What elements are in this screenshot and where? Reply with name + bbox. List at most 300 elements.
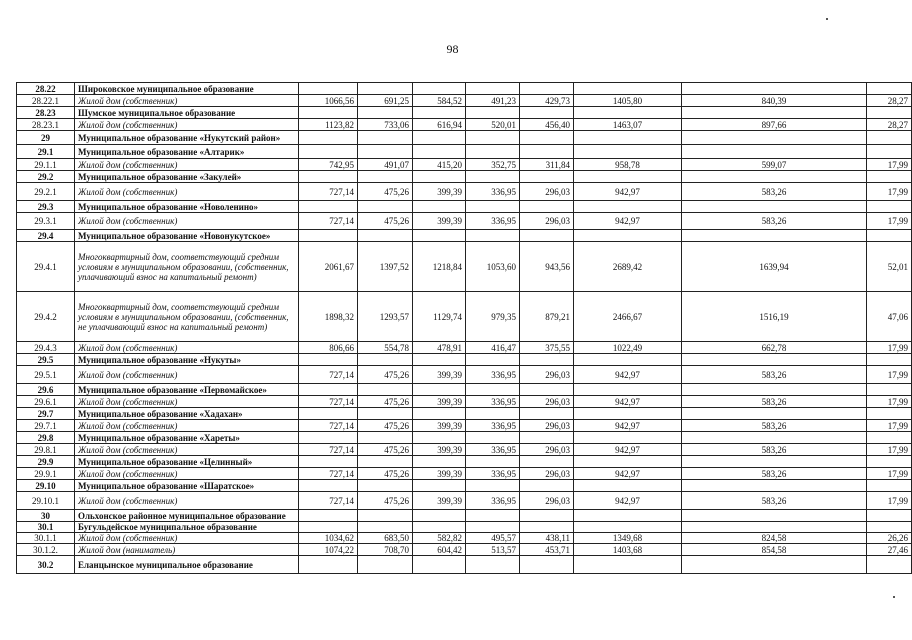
row-code: 29.3 — [17, 201, 75, 213]
value-cell: 475,26 — [358, 492, 413, 510]
value-cell: 1349,68 — [574, 533, 682, 544]
value-cell: 742,95 — [299, 159, 358, 171]
scan-speck — [893, 596, 895, 598]
empty-cell — [520, 145, 574, 159]
empty-cell — [358, 510, 413, 522]
value-cell: 942,97 — [574, 444, 682, 456]
value-cell: 513,57 — [466, 544, 520, 556]
value-cell: 1463,07 — [574, 119, 682, 131]
scan-speck — [826, 18, 828, 20]
empty-cell — [867, 131, 912, 145]
empty-cell — [358, 384, 413, 396]
value-cell: 296,03 — [520, 492, 574, 510]
value-cell: 1053,60 — [466, 242, 520, 292]
empty-cell — [299, 201, 358, 213]
empty-cell — [520, 510, 574, 522]
tariff-table — [16, 82, 912, 574]
row-code: 29.7 — [17, 408, 75, 420]
section-title: Муниципальное образование «Хадахан» — [75, 408, 299, 420]
empty-cell — [520, 408, 574, 420]
value-cell: 1639,94 — [682, 242, 867, 292]
section-row — [17, 171, 912, 183]
value-cell: 475,26 — [358, 183, 413, 201]
row-code: 29.4 — [17, 230, 75, 242]
value-cell: 399,39 — [413, 468, 466, 480]
section-row — [17, 107, 912, 119]
row-code: 29 — [17, 131, 75, 145]
row-code: 30.1 — [17, 522, 75, 533]
empty-cell — [682, 432, 867, 444]
empty-cell — [520, 230, 574, 242]
section-row — [17, 522, 912, 533]
housing-type-cell: Жилой дом (собственник) — [75, 492, 299, 510]
table-row — [17, 95, 912, 107]
value-cell: 727,14 — [299, 492, 358, 510]
empty-cell — [466, 201, 520, 213]
row-code: 28.23.1 — [17, 119, 75, 131]
empty-cell — [682, 556, 867, 574]
row-code: 28.22 — [17, 83, 75, 95]
empty-cell — [682, 510, 867, 522]
empty-cell — [520, 107, 574, 119]
value-cell: 311,84 — [520, 159, 574, 171]
section-row — [17, 456, 912, 468]
section-title: Еланцынское муниципальное образование — [75, 556, 299, 574]
empty-cell — [520, 83, 574, 95]
housing-type-cell: Жилой дом (собственник) — [75, 533, 299, 544]
value-cell: 47,06 — [867, 292, 912, 342]
empty-cell — [413, 230, 466, 242]
empty-cell — [682, 131, 867, 145]
empty-cell — [466, 354, 520, 366]
empty-cell — [867, 432, 912, 444]
value-cell: 840,39 — [682, 95, 867, 107]
empty-cell — [299, 171, 358, 183]
value-cell: 879,21 — [520, 292, 574, 342]
empty-cell — [358, 456, 413, 468]
row-code: 29.2.1 — [17, 183, 75, 201]
row-code: 29.10 — [17, 480, 75, 492]
empty-cell — [574, 201, 682, 213]
empty-cell — [299, 131, 358, 145]
value-cell: 336,95 — [466, 492, 520, 510]
section-title: Муниципальное образование «Закулей» — [75, 171, 299, 183]
empty-cell — [682, 83, 867, 95]
value-cell: 942,97 — [574, 420, 682, 432]
value-cell: 399,39 — [413, 444, 466, 456]
value-cell: 17,99 — [867, 396, 912, 408]
value-cell: 336,95 — [466, 444, 520, 456]
empty-cell — [358, 354, 413, 366]
value-cell: 296,03 — [520, 396, 574, 408]
section-row — [17, 432, 912, 444]
housing-type-cell: Жилой дом (собственник) — [75, 468, 299, 480]
table-row — [17, 159, 912, 171]
empty-cell — [520, 522, 574, 533]
empty-cell — [520, 556, 574, 574]
housing-type-cell: Жилой дом (собственник) — [75, 396, 299, 408]
empty-cell — [358, 408, 413, 420]
value-cell: 897,66 — [682, 119, 867, 131]
value-cell: 475,26 — [358, 213, 413, 230]
housing-type-cell: Многоквартирный дом, соответствующий средним условиям в муниципальном образовании, (собственник, уплачивающий взнос на капитальный ремонт) — [75, 242, 299, 292]
empty-cell — [299, 145, 358, 159]
value-cell: 1898,32 — [299, 292, 358, 342]
empty-cell — [413, 201, 466, 213]
empty-cell — [466, 107, 520, 119]
empty-cell — [574, 480, 682, 492]
value-cell: 475,26 — [358, 420, 413, 432]
empty-cell — [520, 456, 574, 468]
value-cell: 942,97 — [574, 213, 682, 230]
section-row — [17, 384, 912, 396]
value-cell: 1293,57 — [358, 292, 413, 342]
empty-cell — [413, 556, 466, 574]
value-cell: 727,14 — [299, 183, 358, 201]
empty-cell — [358, 556, 413, 574]
housing-type-cell: Жилой дом (собственник) — [75, 95, 299, 107]
empty-cell — [358, 107, 413, 119]
value-cell: 727,14 — [299, 213, 358, 230]
empty-cell — [867, 171, 912, 183]
row-code: 29.3.1 — [17, 213, 75, 230]
empty-cell — [466, 145, 520, 159]
empty-cell — [299, 456, 358, 468]
empty-cell — [520, 171, 574, 183]
value-cell: 1123,82 — [299, 119, 358, 131]
row-code: 29.4.1 — [17, 242, 75, 292]
empty-cell — [574, 354, 682, 366]
empty-cell — [466, 230, 520, 242]
empty-cell — [299, 384, 358, 396]
value-cell: 979,35 — [466, 292, 520, 342]
empty-cell — [299, 432, 358, 444]
row-code: 29.5.1 — [17, 366, 75, 384]
value-cell: 416,47 — [466, 342, 520, 354]
section-row — [17, 83, 912, 95]
empty-cell — [299, 230, 358, 242]
empty-cell — [358, 432, 413, 444]
empty-cell — [520, 384, 574, 396]
empty-cell — [867, 107, 912, 119]
value-cell: 456,40 — [520, 119, 574, 131]
value-cell: 683,50 — [358, 533, 413, 544]
value-cell: 727,14 — [299, 420, 358, 432]
value-cell: 296,03 — [520, 468, 574, 480]
value-cell: 399,39 — [413, 420, 466, 432]
row-code: 29.6.1 — [17, 396, 75, 408]
table-row — [17, 420, 912, 432]
table-row — [17, 492, 912, 510]
value-cell: 599,07 — [682, 159, 867, 171]
value-cell: 1397,52 — [358, 242, 413, 292]
section-title: Муниципальное образование «Целинный» — [75, 456, 299, 468]
value-cell: 28,27 — [867, 95, 912, 107]
empty-cell — [682, 201, 867, 213]
table-row — [17, 292, 912, 342]
value-cell: 942,97 — [574, 396, 682, 408]
value-cell: 2466,67 — [574, 292, 682, 342]
housing-type-cell: Жилой дом (собственник) — [75, 366, 299, 384]
empty-cell — [867, 408, 912, 420]
empty-cell — [682, 107, 867, 119]
empty-cell — [358, 480, 413, 492]
section-row — [17, 145, 912, 159]
empty-cell — [413, 522, 466, 533]
housing-type-cell: Жилой дом (собственник) — [75, 183, 299, 201]
row-code: 30.1.2. — [17, 544, 75, 556]
table-row — [17, 533, 912, 544]
section-row — [17, 230, 912, 242]
value-cell: 296,03 — [520, 183, 574, 201]
value-cell: 2689,42 — [574, 242, 682, 292]
value-cell: 52,01 — [867, 242, 912, 292]
empty-cell — [413, 83, 466, 95]
row-code: 29.5 — [17, 354, 75, 366]
value-cell: 438,11 — [520, 533, 574, 544]
value-cell: 17,99 — [867, 492, 912, 510]
value-cell: 582,82 — [413, 533, 466, 544]
empty-cell — [413, 107, 466, 119]
value-cell: 806,66 — [299, 342, 358, 354]
row-code: 30.2 — [17, 556, 75, 574]
value-cell: 727,14 — [299, 366, 358, 384]
value-cell: 336,95 — [466, 468, 520, 480]
value-cell: 1218,84 — [413, 242, 466, 292]
value-cell: 475,26 — [358, 468, 413, 480]
empty-cell — [358, 131, 413, 145]
empty-cell — [358, 145, 413, 159]
section-title: Ольхонское районное муниципальное образование — [75, 510, 299, 522]
section-title: Муниципальное образование «Новоленино» — [75, 201, 299, 213]
table-row — [17, 468, 912, 480]
empty-cell — [682, 480, 867, 492]
value-cell: 17,99 — [867, 342, 912, 354]
empty-cell — [299, 83, 358, 95]
row-code: 29.1 — [17, 145, 75, 159]
value-cell: 475,26 — [358, 366, 413, 384]
table-row — [17, 342, 912, 354]
empty-cell — [682, 408, 867, 420]
value-cell: 399,39 — [413, 213, 466, 230]
empty-cell — [299, 354, 358, 366]
section-title: Муниципальное образование «Алтарик» — [75, 145, 299, 159]
section-row — [17, 480, 912, 492]
table-row — [17, 366, 912, 384]
housing-type-cell: Жилой дом (собственник) — [75, 213, 299, 230]
empty-cell — [413, 384, 466, 396]
value-cell: 854,58 — [682, 544, 867, 556]
value-cell: 584,52 — [413, 95, 466, 107]
empty-cell — [520, 480, 574, 492]
empty-cell — [466, 510, 520, 522]
value-cell: 958,78 — [574, 159, 682, 171]
value-cell: 336,95 — [466, 213, 520, 230]
table-body — [17, 83, 912, 574]
value-cell: 296,03 — [520, 213, 574, 230]
value-cell: 943,56 — [520, 242, 574, 292]
empty-cell — [867, 145, 912, 159]
value-cell: 17,99 — [867, 213, 912, 230]
empty-cell — [466, 522, 520, 533]
empty-cell — [867, 522, 912, 533]
empty-cell — [867, 83, 912, 95]
section-title: Муниципальное образование «Первомайское» — [75, 384, 299, 396]
empty-cell — [413, 131, 466, 145]
housing-type-cell: Жилой дом (собственник) — [75, 159, 299, 171]
value-cell: 17,99 — [867, 420, 912, 432]
value-cell: 336,95 — [466, 366, 520, 384]
empty-cell — [413, 432, 466, 444]
value-cell: 491,23 — [466, 95, 520, 107]
value-cell: 399,39 — [413, 366, 466, 384]
value-cell: 691,25 — [358, 95, 413, 107]
value-cell: 336,95 — [466, 420, 520, 432]
section-title: Муниципальное образование «Новонукутское» — [75, 230, 299, 242]
empty-cell — [358, 201, 413, 213]
section-title: Муниципальное образование «Нукутский район» — [75, 131, 299, 145]
value-cell: 942,97 — [574, 492, 682, 510]
table-row — [17, 396, 912, 408]
empty-cell — [299, 107, 358, 119]
housing-type-cell: Жилой дом (собственник) — [75, 119, 299, 131]
empty-cell — [520, 432, 574, 444]
empty-cell — [466, 83, 520, 95]
empty-cell — [466, 456, 520, 468]
housing-type-cell: Жилой дом (собственник) — [75, 420, 299, 432]
row-code: 28.23 — [17, 107, 75, 119]
empty-cell — [682, 456, 867, 468]
empty-cell — [358, 522, 413, 533]
empty-cell — [682, 230, 867, 242]
empty-cell — [358, 230, 413, 242]
empty-cell — [867, 354, 912, 366]
empty-cell — [574, 556, 682, 574]
row-code: 29.9 — [17, 456, 75, 468]
empty-cell — [682, 171, 867, 183]
row-code: 29.9.1 — [17, 468, 75, 480]
value-cell: 583,26 — [682, 213, 867, 230]
empty-cell — [574, 145, 682, 159]
value-cell: 399,39 — [413, 396, 466, 408]
table-row — [17, 544, 912, 556]
empty-cell — [574, 83, 682, 95]
empty-cell — [299, 480, 358, 492]
empty-cell — [466, 131, 520, 145]
value-cell: 2061,67 — [299, 242, 358, 292]
empty-cell — [574, 131, 682, 145]
empty-cell — [413, 408, 466, 420]
value-cell: 583,26 — [682, 420, 867, 432]
value-cell: 478,91 — [413, 342, 466, 354]
value-cell: 583,26 — [682, 183, 867, 201]
section-row — [17, 556, 912, 574]
empty-cell — [299, 408, 358, 420]
value-cell: 1405,80 — [574, 95, 682, 107]
empty-cell — [299, 522, 358, 533]
empty-cell — [520, 131, 574, 145]
value-cell: 17,99 — [867, 366, 912, 384]
value-cell: 17,99 — [867, 468, 912, 480]
section-title: Муниципальное образование «Нукуты» — [75, 354, 299, 366]
value-cell: 429,73 — [520, 95, 574, 107]
empty-cell — [574, 384, 682, 396]
table-row — [17, 183, 912, 201]
value-cell: 604,42 — [413, 544, 466, 556]
empty-cell — [867, 556, 912, 574]
empty-cell — [867, 384, 912, 396]
value-cell: 17,99 — [867, 444, 912, 456]
value-cell: 733,06 — [358, 119, 413, 131]
row-code: 29.4.2 — [17, 292, 75, 342]
empty-cell — [682, 384, 867, 396]
empty-cell — [682, 354, 867, 366]
section-title: Муниципальное образование «Хареты» — [75, 432, 299, 444]
row-code: 29.2 — [17, 171, 75, 183]
empty-cell — [867, 230, 912, 242]
empty-cell — [358, 171, 413, 183]
empty-cell — [574, 432, 682, 444]
table-row — [17, 119, 912, 131]
empty-cell — [466, 171, 520, 183]
value-cell: 583,26 — [682, 468, 867, 480]
empty-cell — [299, 510, 358, 522]
section-title: Бугульдейское муниципальное образование — [75, 522, 299, 533]
row-code: 29.1.1 — [17, 159, 75, 171]
empty-cell — [358, 83, 413, 95]
housing-type-cell: Жилой дом (собственник) — [75, 444, 299, 456]
value-cell: 583,26 — [682, 492, 867, 510]
empty-cell — [574, 107, 682, 119]
value-cell: 495,57 — [466, 533, 520, 544]
value-cell: 1074,22 — [299, 544, 358, 556]
value-cell: 475,26 — [358, 444, 413, 456]
empty-cell — [413, 480, 466, 492]
empty-cell — [466, 408, 520, 420]
value-cell: 1034,62 — [299, 533, 358, 544]
table-row — [17, 444, 912, 456]
empty-cell — [574, 510, 682, 522]
empty-cell — [867, 510, 912, 522]
empty-cell — [466, 556, 520, 574]
empty-cell — [574, 171, 682, 183]
row-code: 29.6 — [17, 384, 75, 396]
value-cell: 554,78 — [358, 342, 413, 354]
value-cell: 352,75 — [466, 159, 520, 171]
table-row — [17, 242, 912, 292]
value-cell: 942,97 — [574, 468, 682, 480]
row-code: 28.22.1 — [17, 95, 75, 107]
empty-cell — [574, 456, 682, 468]
section-title: Шумское муниципальное образование — [75, 107, 299, 119]
value-cell: 17,99 — [867, 183, 912, 201]
section-row — [17, 408, 912, 420]
value-cell: 662,78 — [682, 342, 867, 354]
empty-cell — [413, 354, 466, 366]
empty-cell — [520, 201, 574, 213]
value-cell: 583,26 — [682, 366, 867, 384]
value-cell: 27,46 — [867, 544, 912, 556]
row-code: 29.10.1 — [17, 492, 75, 510]
housing-type-cell: Жилой дом (собственник) — [75, 342, 299, 354]
value-cell: 475,26 — [358, 396, 413, 408]
row-code: 29.8.1 — [17, 444, 75, 456]
housing-type-cell: Многоквартирный дом, соответствующий средним условиям в муниципальном образовании, (собственник, не уплачивающий взнос на капитальный ремонт) — [75, 292, 299, 342]
empty-cell — [413, 456, 466, 468]
value-cell: 17,99 — [867, 159, 912, 171]
empty-cell — [413, 171, 466, 183]
value-cell: 942,97 — [574, 183, 682, 201]
